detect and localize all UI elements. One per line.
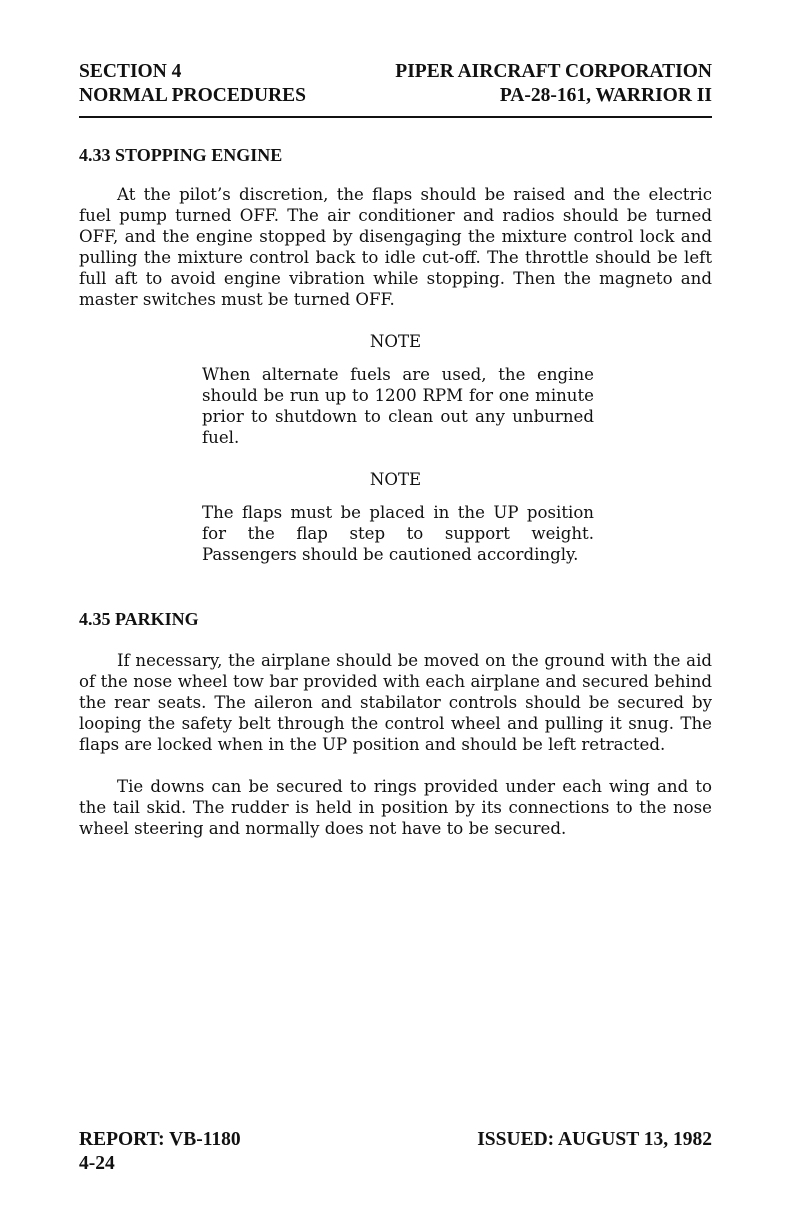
note-label: NOTE [369, 332, 422, 351]
parking-paragraph: If necessary, the airplane should be moved on the ground with the aid of the nose wheel tow bar provided with each airplane and secured behind the rear seats. The aileron and stabilator controls should be secured by looping the safety belt through the control wheel and pulling it snug. The flaps are locked when in the UP position and should be left retracted. [79, 651, 712, 754]
document-page [79, 60, 712, 839]
header-chapter: NORMAL PROCEDURES [79, 85, 306, 106]
footer-page-number: 4-24 [79, 1153, 115, 1174]
section-title-stopping-engine: 4.33 STOPPING ENGINE [79, 145, 283, 165]
note-text: When alternate fuels are used, the engine should be run up to 1200 RPM for one minute prior to shutdown to clean out any unburned fuel. [202, 365, 594, 447]
page-header [79, 60, 712, 118]
header-rule [79, 116, 712, 118]
note-label: NOTE [369, 470, 422, 489]
header-company: PIPER AIRCRAFT CORPORATION [395, 61, 712, 82]
footer-report: REPORT: VB-1180 [79, 1129, 241, 1150]
header-model: PA-28-161, WARRIOR II [499, 85, 712, 106]
parking-paragraph: Tie downs can be secured to rings provided under each wing and to the tail skid. The rudder is held in position by its connections to the nose wheel steering and normally does not have to be secured. [79, 777, 712, 838]
header-section: SECTION 4 [79, 61, 182, 82]
section-title-parking: 4.35 PARKING [79, 609, 199, 629]
stopping-engine-paragraph: At the pilot’s discretion, the flaps should be raised and the electric fuel pump turned OFF. The air conditioner and radios should be turned OFF, and the engine stopped by disengaging the mixture control lock and pulling the mixture control back to idle cut-off. The throttle should be left full aft to avoid engine vibration while stopping. Then the magneto and master switches must be turned OFF. [79, 185, 712, 309]
footer-issued: ISSUED: AUGUST 13, 1982 [477, 1129, 712, 1150]
note-text: The flaps must be placed in the UP position for the flap step to support weight. Passengers should be cautioned accordingly. [202, 503, 594, 564]
page-footer [79, 1128, 712, 1176]
